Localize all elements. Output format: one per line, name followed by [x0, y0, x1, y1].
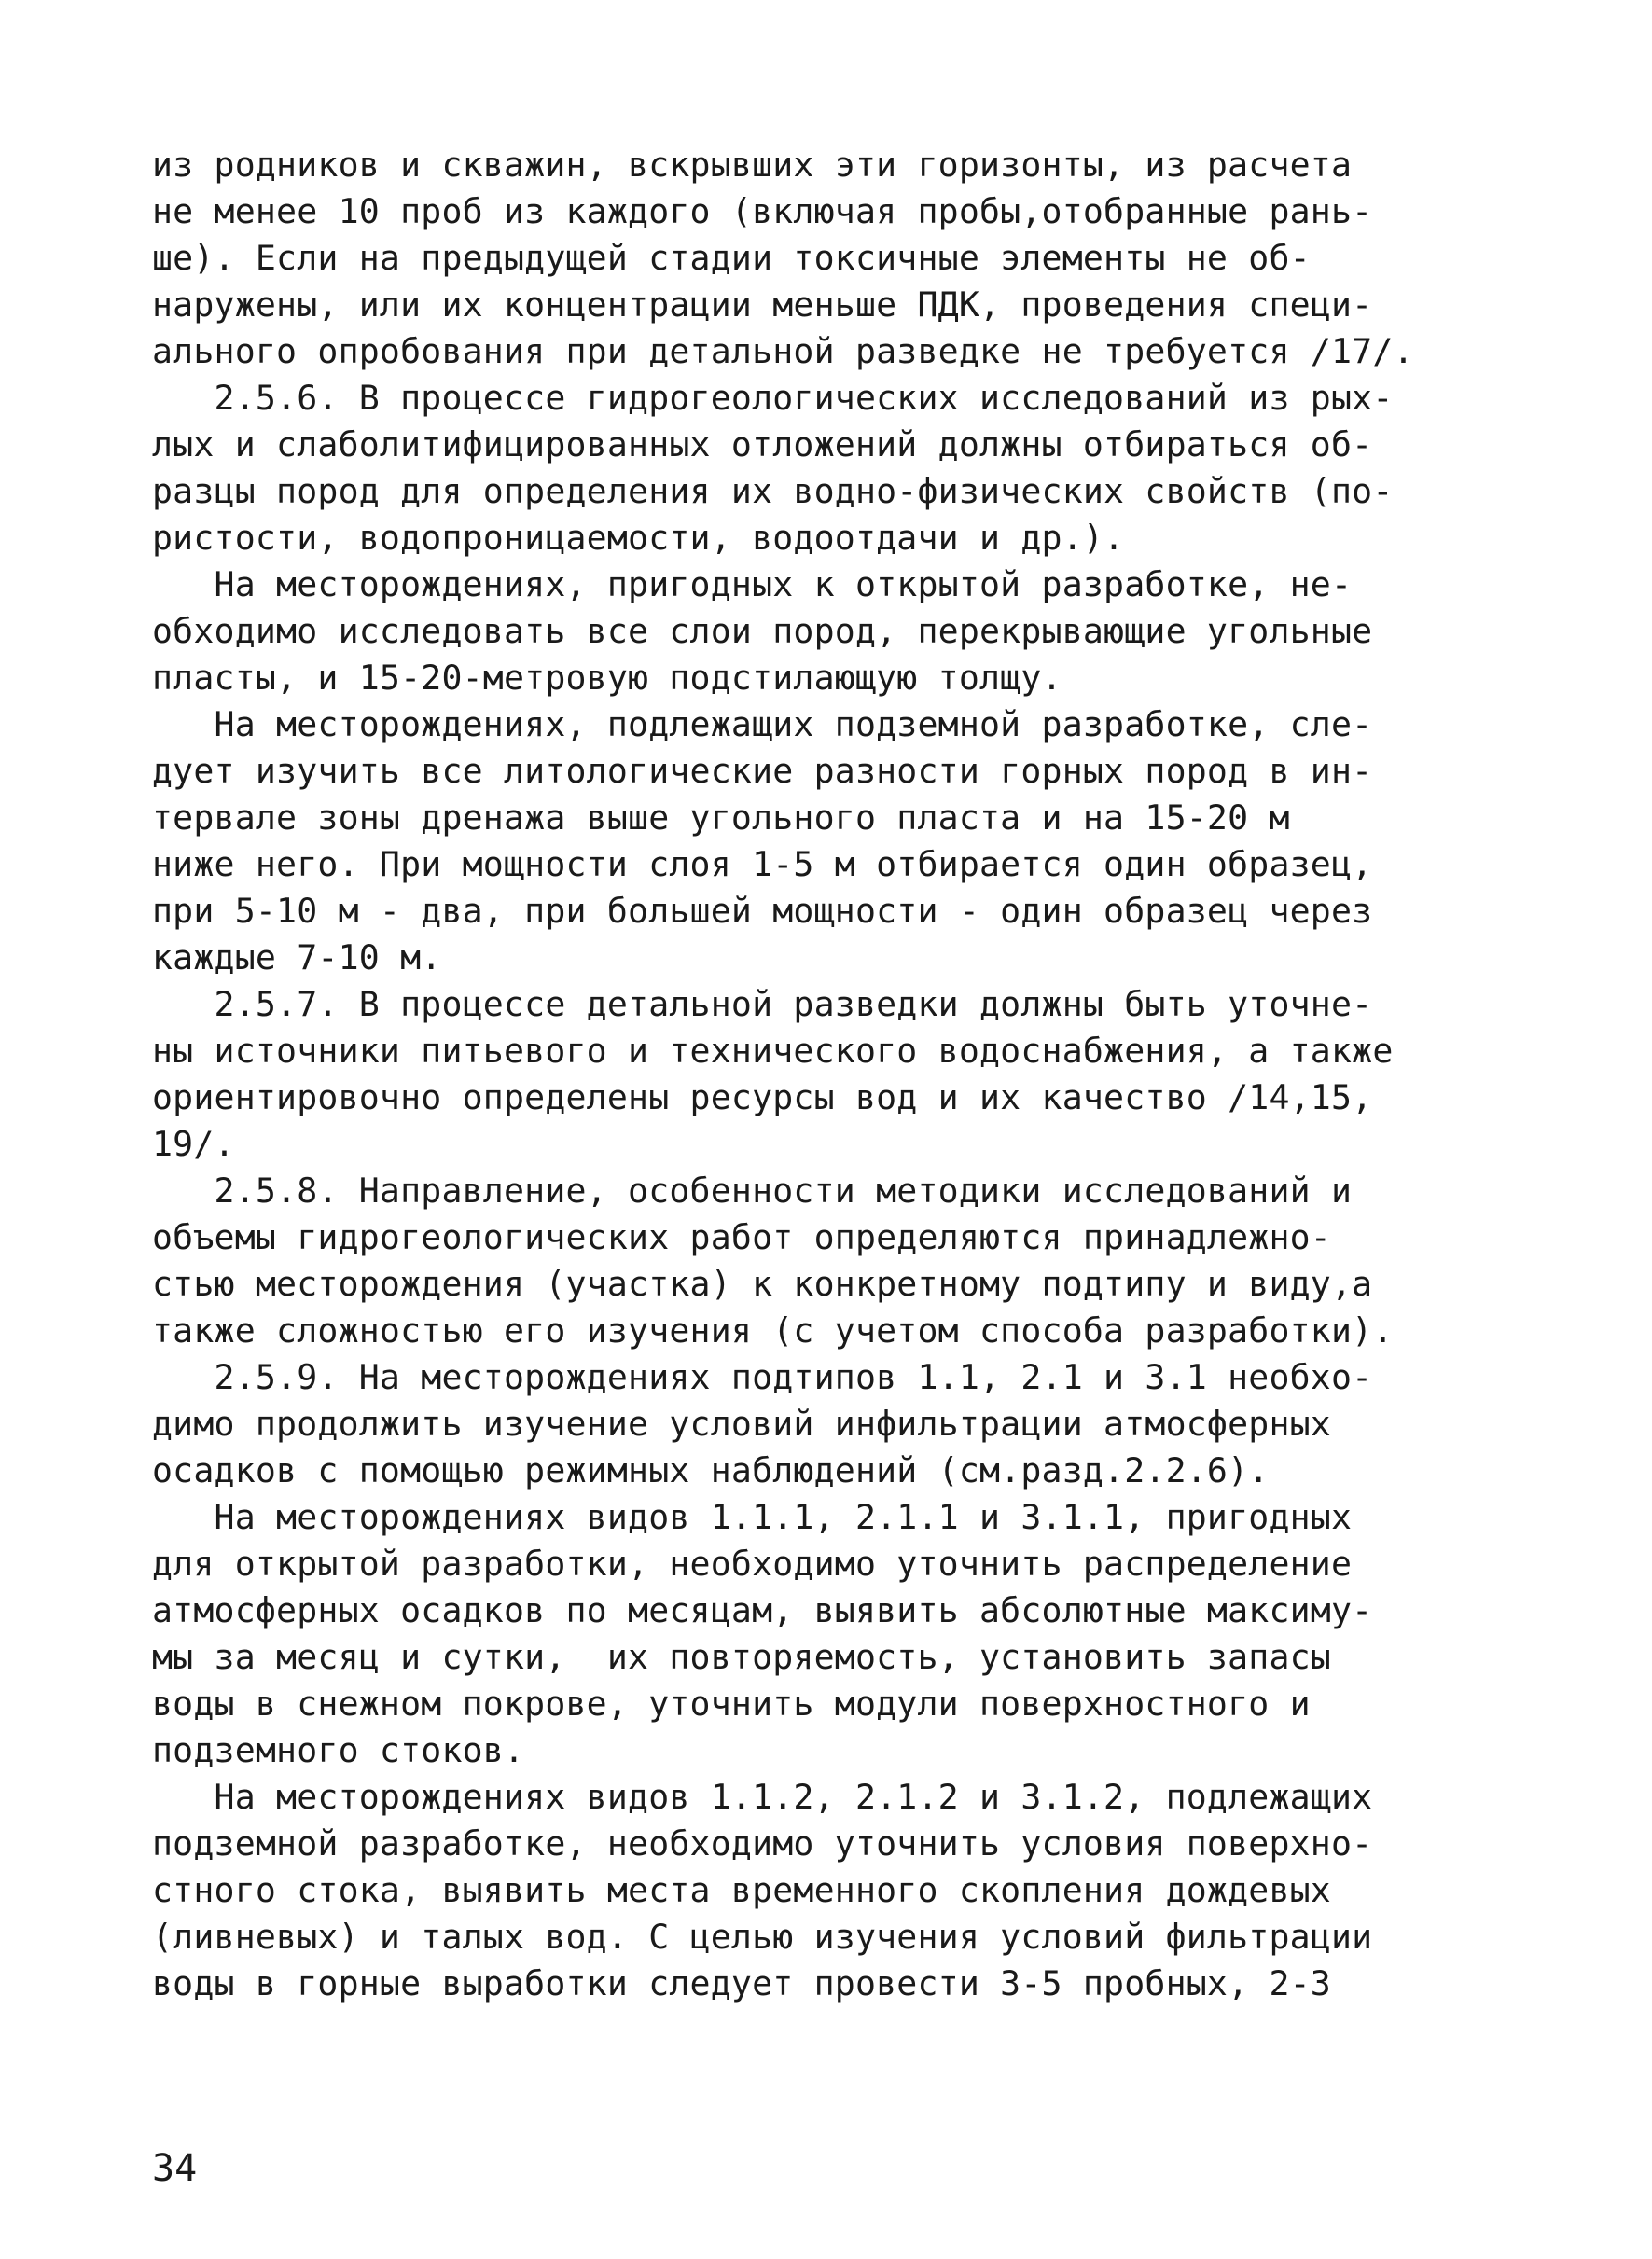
text-line: На месторождениях видов 1.1.2, 2.1.2 и 3.1.2, подлежащих — [152, 1777, 1373, 1817]
text-line: 19/. — [152, 1124, 235, 1164]
text-line: стью месторождения (участка) к конкретному подтипу и виду,а — [152, 1264, 1373, 1304]
text-line: ниже него. При мощности слоя 1-5 м отбирается один образец, — [152, 844, 1373, 884]
text-line: 2.5.7. В процессе детальной разведки должны быть уточне- — [152, 984, 1373, 1024]
body-text — [152, 142, 1495, 2007]
text-line: дует изучить все литологические разности горных пород в ин- — [152, 751, 1373, 791]
text-line: лых и слаболитифицированных отложений должны отбираться об- — [152, 424, 1373, 464]
text-line: атмосферных осадков по месяцам, выявить абсолютные максиму- — [152, 1590, 1373, 1630]
text-line: ального опробования при детальной разведке не требуется /17/. — [152, 331, 1414, 371]
text-line: ше). Если на предыдущей стадии токсичные элементы не об- — [152, 238, 1311, 278]
text-line: наружены, или их концентрации меньше ПДК, проведения специ- — [152, 284, 1373, 325]
text-line: каждые 7-10 м. — [152, 937, 442, 977]
text-line: 2.5.9. На месторождениях подтипов 1.1, 2.1 и 3.1 необхо- — [152, 1357, 1373, 1397]
text-line: не менее 10 проб из каждого (включая пробы,отобранные рань- — [152, 191, 1373, 231]
text-line: ориентировочно определены ресурсы вод и их качество /14,15, — [152, 1077, 1373, 1117]
text-line: воды в горные выработки следует провести 3-5 пробных, 2-3 — [152, 1963, 1331, 2003]
text-line: На месторождениях, пригодных к открытой разработке, не- — [152, 564, 1353, 604]
text-line: тервале зоны дренажа выше угольного пласта и на 15-20 м — [152, 797, 1290, 838]
text-line: воды в снежном покрове, уточнить модули поверхностного и — [152, 1684, 1311, 1724]
text-line: подземного стоков. — [152, 1730, 525, 1770]
text-line: стного стока, выявить места временного скопления дождевых — [152, 1870, 1331, 1910]
text-line: подземной разработке, необходимо уточнить условия поверхно- — [152, 1823, 1373, 1864]
page-number: 34 — [152, 2147, 198, 2190]
text-line: димо продолжить изучение условий инфильтрации атмосферных — [152, 1404, 1331, 1444]
text-line: объемы гидрогеологических работ определяются принадлежно- — [152, 1217, 1331, 1257]
text-line: для открытой разработки, необходимо уточнить распределение — [152, 1544, 1353, 1584]
text-line: На месторождениях, подлежащих подземной разработке, сле- — [152, 704, 1373, 744]
text-line: при 5-10 м - два, при большей мощности - один образец через — [152, 891, 1373, 931]
text-line: из родников и скважин, вскрывших эти горизонты, из расчета — [152, 145, 1353, 185]
text-line: 2.5.8. Направление, особенности методики исследований и — [152, 1171, 1353, 1211]
text-line: обходимо исследовать все слои пород, перекрывающие угольные — [152, 611, 1373, 651]
text-line: ны источники питьевого и технического водоснабжения, а также — [152, 1031, 1394, 1071]
text-line: ристости, водопроницаемости, водоотдачи и др.). — [152, 518, 1125, 558]
text-line: разцы пород для определения их водно-физических свойств (по- — [152, 471, 1394, 511]
text-line: мы за месяц и сутки, их повторяемость, установить запасы — [152, 1637, 1331, 1677]
text-line: (ливневых) и талых вод. С целью изучения условий фильтрации — [152, 1917, 1373, 1957]
text-line: 2.5.6. В процессе гидрогеологических исследований из рых- — [152, 378, 1394, 418]
text-line: пласты, и 15-20-метровую подстилающую толщу. — [152, 658, 1062, 698]
text-line: осадков с помощью режимных наблюдений (см.разд.2.2.6). — [152, 1450, 1270, 1490]
text-line: также сложностью его изучения (с учетом способа разработки). — [152, 1310, 1394, 1351]
text-line: На месторождениях видов 1.1.1, 2.1.1 и 3.1.1, пригодных — [152, 1497, 1353, 1537]
